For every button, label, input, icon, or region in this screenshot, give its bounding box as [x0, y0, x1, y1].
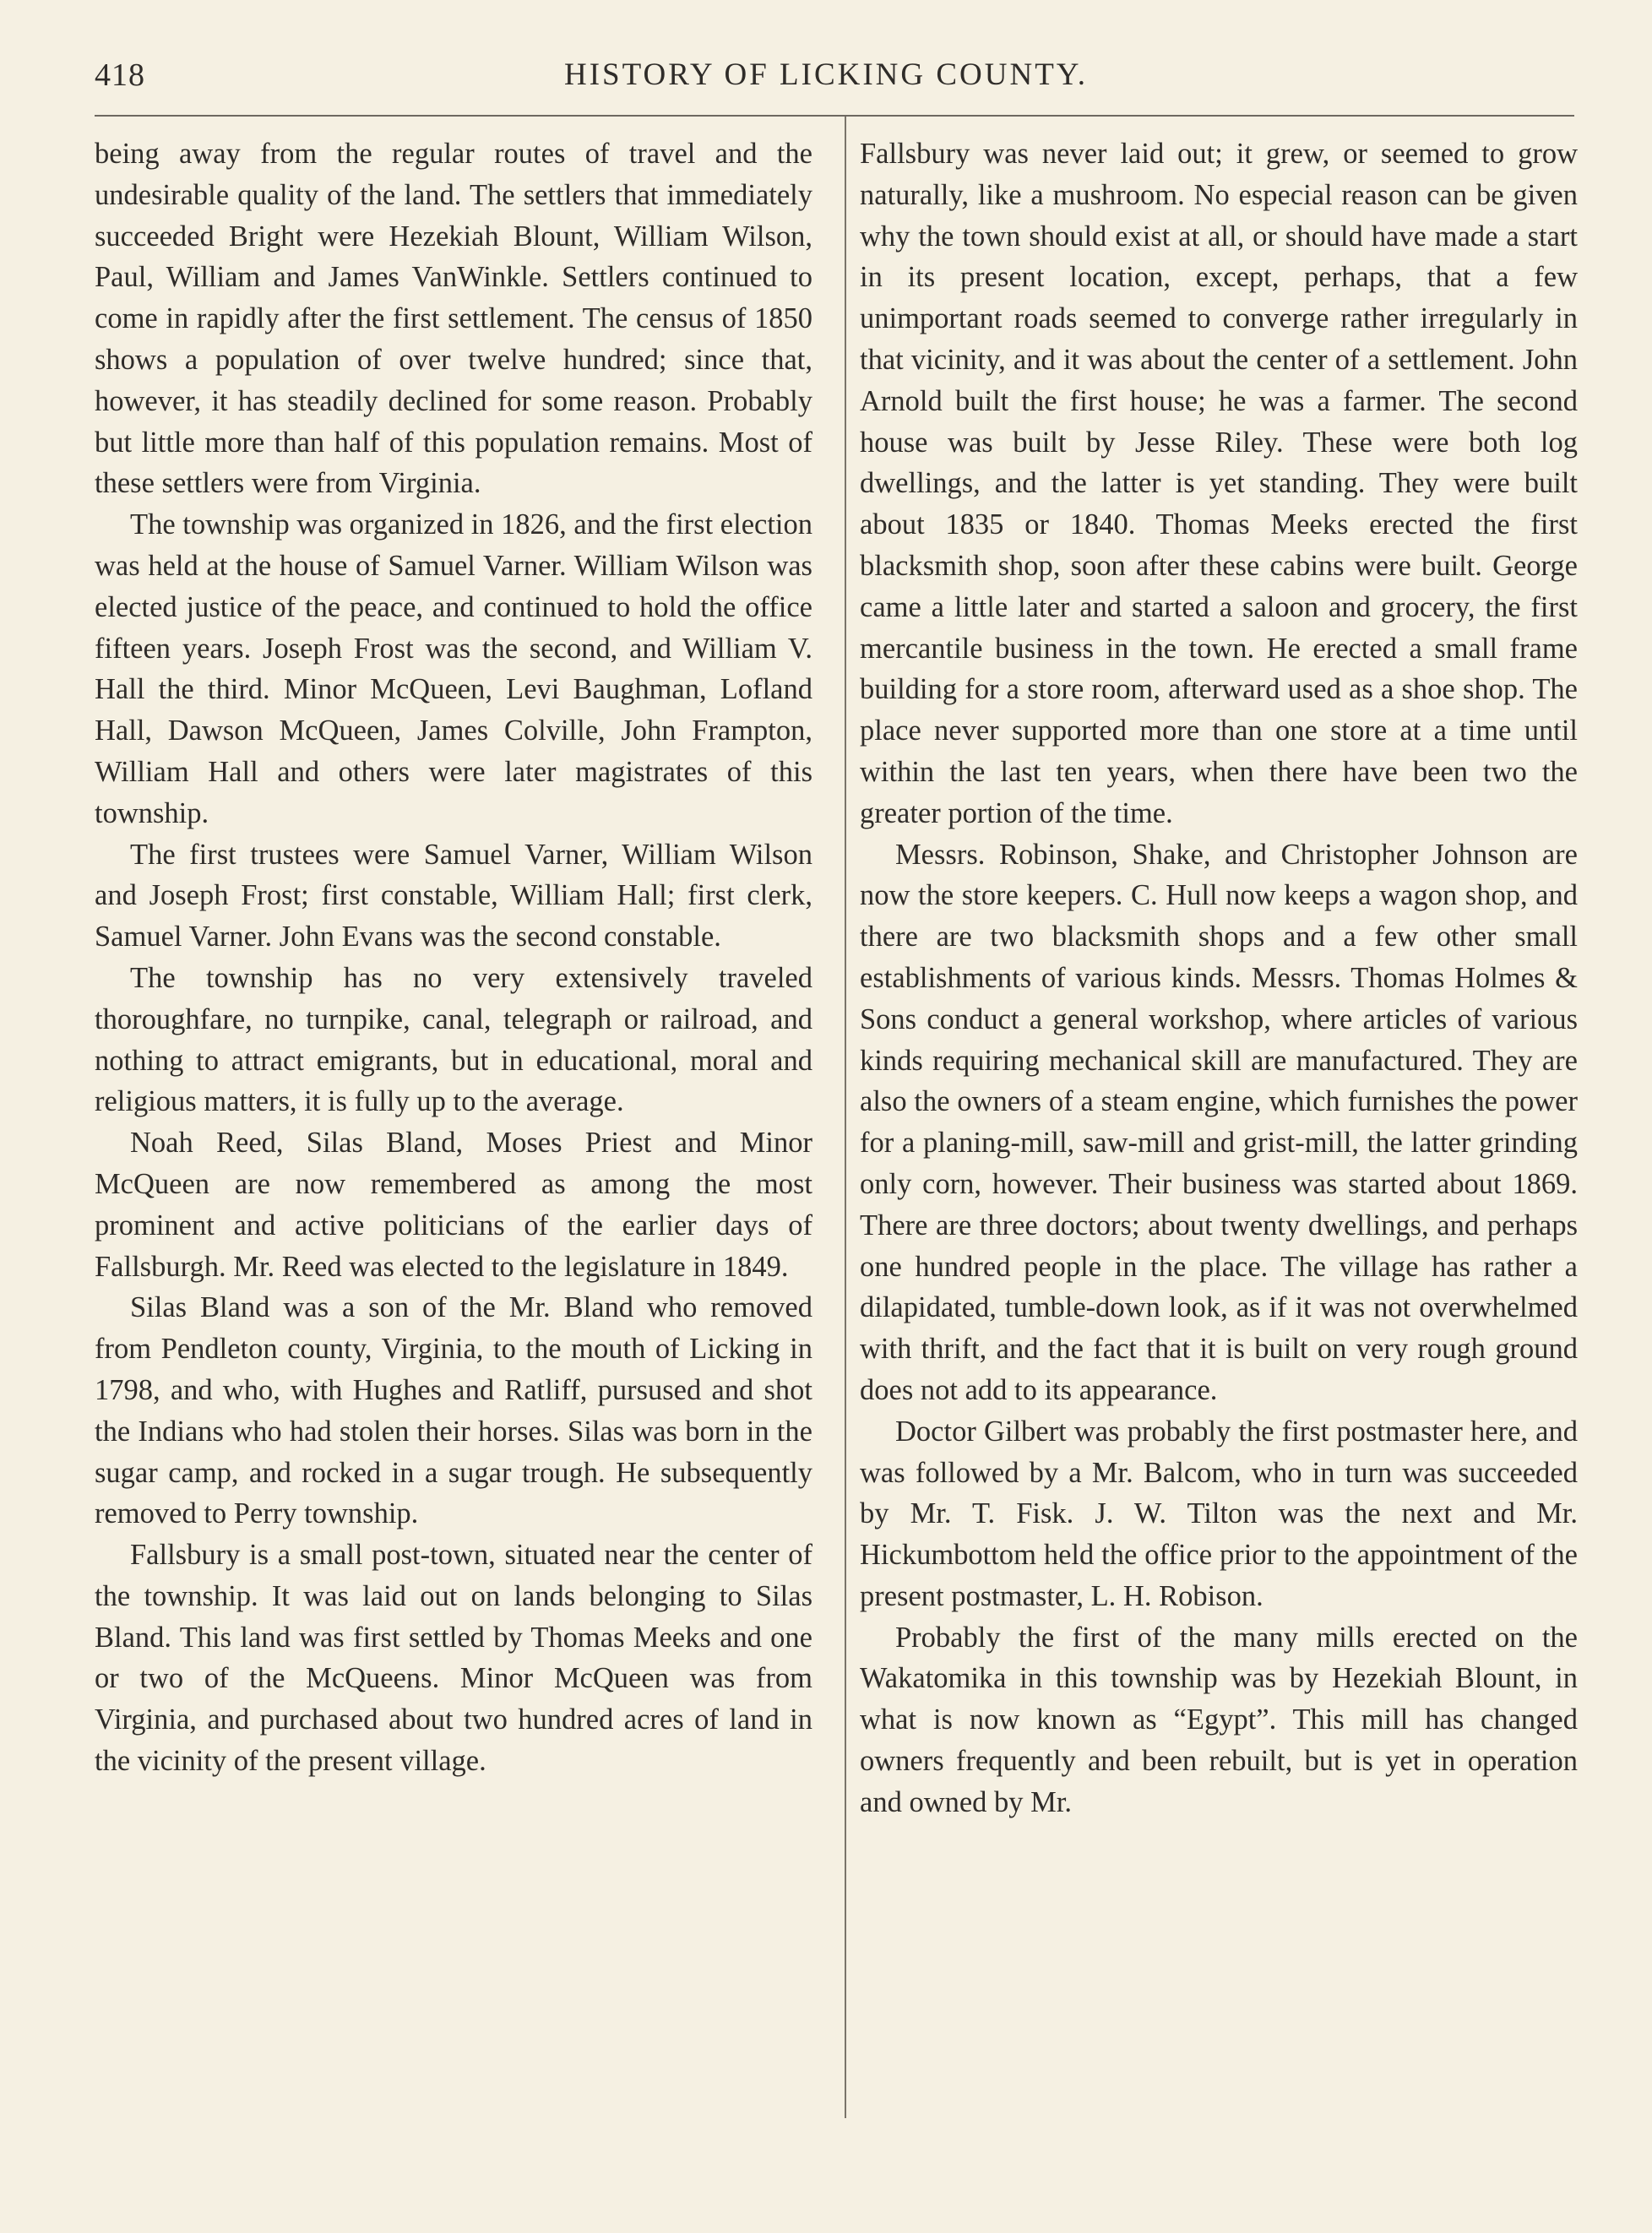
paragraph: The first trustees were Samuel Varner, William Wilson and Joseph Frost; first constable, William Hall; first clerk, Samuel Varner. John Evans was the second constable. [95, 838, 812, 954]
running-head: HISTORY OF LICKING COUNTY. [563, 57, 1089, 92]
paragraph: being away from the regular routes of travel and the undesirable quality of the land. The settlers that immediately succeeded Bright were Hezekiah Blount, William Wilson, Paul, William and James VanWinkle. Settlers continued to come in rapidly after the first settlement. The census of 1850 shows a population of over twelve hundred; since that, however, it has steadily declined for some reason. Probably but little more than half of this population remains. Most of these settlers were from Virginia. [95, 138, 812, 500]
page-number: 418 [95, 57, 145, 93]
paragraph: Doctor Gilbert was probably the first postmaster here, and was followed by a Mr. Balcom, who in turn was succeeded by Mr. T. Fisk. J. W. Tilton was the next and Mr. Hickumbottom held the office prior to the appointment of the present postmaster, L. H. Robison. [860, 1415, 1578, 1612]
paragraph: Fallsbury is a small post-town, situated near the center of the township. It was laid out on lands belonging to Silas Bland. This land was first settled by Thomas Meeks and one or two of the McQueens. Minor McQueen was from Virginia, and purchased about two hundred acres of land in the vicinity of the present village. [95, 1539, 812, 1778]
paragraph: Noah Reed, Silas Bland, Moses Priest and Minor McQueen are now remembered as among the most prominent and active politicians of the earlier days of Fallsburgh. Mr. Reed was elected to the legislature in 1849. [95, 1127, 812, 1283]
paragraph: Messrs. Robinson, Shake, and Christopher Johnson are now the store keepers. C. Hull now keeps a wagon shop, and there are two blacksmith shops and a few other small establishments of various kinds. Messrs. Thomas Holmes & Sons conduct a general workshop, where articles of various kinds requiring mechanical skill are manufactured. They are also the owners of a steam engine, which furnishes the power for a planing-mill, saw-mill and grist-mill, the latter grinding only corn, however. Their business was started about 1869. There are three doctors; about twenty dwellings, and perhaps one hundred people in the place. The village has rather a dilapidated, tumble-down look, as if it was not overwhelmed with thrift, and the fact that it is built on very rough ground does not add to its appearance. [860, 838, 1578, 1406]
paragraph: The township has no very extensively traveled thoroughfare, no turnpike, canal, telegraph or railroad, and nothing to attract emigrants, but in educational, moral and religious matters, it is fully up to the average. [95, 961, 812, 1118]
paragraph: The township was organized in 1826, and the first election was held at the house of Samuel Varner. William Wilson was elected justice of the peace, and continued to hold the office fifteen years. Joseph Frost was the second, and William V. Hall the third. Minor McQueen, Levi Baughman, Lofland Hall, Dawson McQueen, James Colville, John Frampton, William Hall and others were later magistrates of this township. [95, 508, 812, 829]
left-column [95, 133, 812, 2110]
paragraph: Silas Bland was a son of the Mr. Bland who removed from Pendleton county, Virginia, to the mouth of Licking in 1798, and who, with Hughes and Ratliff, pursused and shot the Indians who had stolen their horses. Silas was born in the sugar camp, and rocked in a sugar trough. He subsequently removed to Perry township. [95, 1291, 812, 1530]
right-column [860, 133, 1578, 2110]
column-divider [845, 117, 846, 2118]
paragraph: Fallsbury was never laid out; it grew, or seemed to grow naturally, like a mushroom. No especial reason can be given why the town should exist at all, or should have made a start in its present location, except, perhaps, that a few unimportant roads seemed to converge rather irregularly in that vicinity, and it was about the center of a settlement. John Arnold built the first house; he was a farmer. The second house was built by Jesse Riley. These were both log dwellings, and the latter is yet standing. They were built about 1835 or 1840. Thomas Meeks erected the first blacksmith shop, soon after these cabins were built. George came a little later and started a saloon and grocery, the first mercantile business in the town. He erected a small frame building for a store room, afterward used as a shoe shop. The place never supported more than one store at a time until within the last ten years, when there have been two the greater portion of the time. [860, 138, 1578, 829]
header-rule [95, 115, 1574, 117]
paragraph: Probably the first of the many mills erected on the Wakatomika in this township was by Hezekiah Blount, in what is now known as “Egypt”. This mill has changed owners frequently and been rebuilt, but is yet in operation and owned by Mr. [860, 1621, 1578, 1818]
